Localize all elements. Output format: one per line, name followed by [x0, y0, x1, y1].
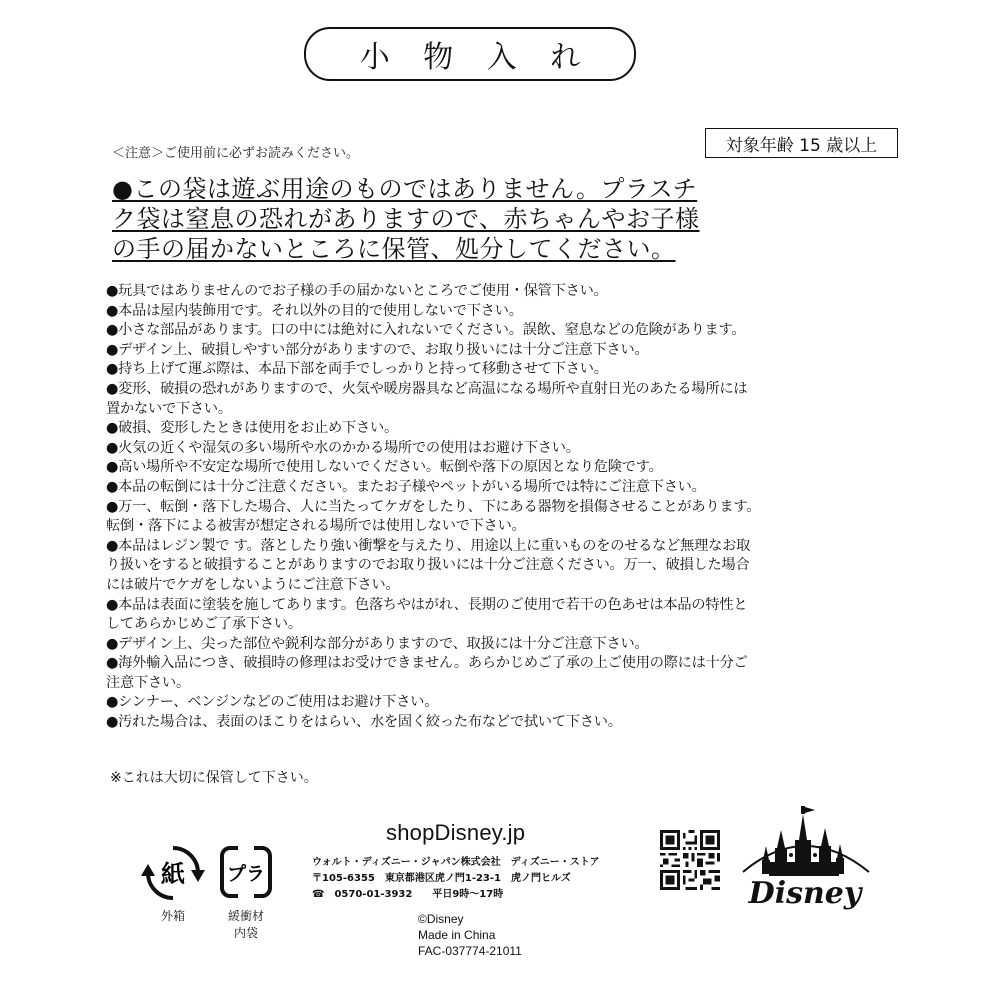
warning-line: ●この袋は遊ぶ用途のものではありません。プラスチ	[112, 175, 698, 203]
disney-wordmark: Disney	[748, 876, 862, 911]
caution-item: してあらかじめご了承下さい。	[106, 616, 302, 633]
recycle-paper-icon	[140, 842, 206, 904]
warning-line: の手の届かないところに保管、処分してください。	[112, 235, 676, 263]
recycle-plastic-label-1: 緩衝材	[227, 909, 264, 923]
caution-item: ●破損、変形したときは使用をお止め下さい。	[106, 420, 398, 437]
warning-line: ク袋は窒息の恐れがありますので、赤ちゃんやお子様	[112, 205, 700, 233]
product-info	[418, 911, 522, 959]
caution-item: ●小さな部品があります。口の中には絶対に入れないでください。誤飲、窒息などの危険があります。	[106, 322, 746, 339]
notice-text: ＜注意＞ご使用前に必ずお読みください。	[112, 146, 360, 161]
page-title: 小 物 入 れ	[359, 40, 593, 75]
company-info	[312, 855, 600, 903]
caution-item: ●本品の転倒には十分ご注意ください。またお子様やペットがいる場所では特にご注意下さい。	[106, 478, 706, 495]
recycle-plastic-icon	[214, 842, 278, 904]
qr-code	[660, 830, 720, 894]
caution-item: 置かないで下さい。	[106, 400, 232, 417]
recycle-paper-glyph: 紙	[161, 860, 185, 888]
footnote: ※これは大切に保管して下さい。	[110, 770, 318, 786]
caution-item: ●本品は屋内装飾用です。それ以外の目的で使用しないで下さい。	[106, 302, 523, 319]
disney-castle-logo	[735, 800, 875, 919]
copyright: ©Disney	[418, 912, 464, 926]
caution-item: ●デザイン上、尖った部位や鋭利な部分がありますので、取扱には十分ご注意下さい。	[106, 635, 649, 652]
caution-list	[106, 282, 846, 733]
shop-url: shopDisney.jp	[386, 820, 526, 845]
company-address: 〒105-6355 東京都港区虎ノ門1-23-1 虎ノ門ヒルズ	[312, 873, 571, 884]
caution-item: ●万一、転倒・落下した場合、人に当たってケガをしたり、下にある器物を損傷させることがあります。	[106, 498, 761, 515]
caution-item: ●高い場所や不安定な場所で使用しないでください。転倒や落下の原因となり危険です。	[106, 459, 663, 476]
caution-item: ●玩具ではありませんのでお子様の手の届かないところでご使用・保管下さい。	[106, 283, 608, 299]
recycle-plastic-mark	[214, 842, 278, 941]
caution-item: ●シンナー、ベンジンなどのご使用はお避け下さい。	[106, 694, 439, 711]
caution-item: ●デザイン上、破損しやすい部分がありますので、お取り扱いには十分ご注意下さい。	[106, 341, 649, 358]
age-label: 対象年齢 15 歳以上	[705, 128, 898, 158]
bag-warning	[112, 174, 752, 264]
caution-item: には破片でケガをしないようにご注意下さい。	[106, 576, 400, 593]
caution-item: ●火気の近くや湿気の多い場所や水のかかる場所での使用はお避け下さい。	[106, 439, 580, 456]
recycle-plastic-label-2: 内袋	[233, 926, 258, 940]
caution-item: ●海外輸入品につき、破損時の修理はお受けできません。あらかじめご了承の上ご使用の際には十分ご	[106, 655, 748, 672]
caution-item: ●本品は表面に塗装を施してあります。色落ちやはがれ、長期のご使用で若干の色あせは本品の特性と	[106, 596, 748, 613]
title-box	[304, 27, 636, 81]
product-code: FAC-037774-21011	[418, 944, 522, 958]
caution-item: ●汚れた場合は、表面のほこりをはらい、水を固く絞った布などで拭いて下さい。	[106, 714, 622, 731]
made-in: Made in China	[418, 928, 496, 942]
company-phone: ☎ 0570-01-3932 平日9時～17時	[312, 889, 504, 900]
caution-item: ●持ち上げて運ぶ際は、本品下部を両手でしっかりと持って移動させて下さい。	[106, 361, 608, 378]
caution-item: り扱いをすると破損することがありますのでお取り扱いには十分ご注意ください。万一、破損した場合	[106, 557, 750, 574]
recycle-paper-label: 外箱	[160, 909, 185, 923]
caution-item: ●変形、破損の恐れがありますので、火気や暖房器具など高温になる場所や直射日光のあたる場所には	[106, 380, 748, 397]
caution-item: 転倒・落下による被害が想定される場所では使用しないで下さい。	[106, 518, 526, 535]
caution-item: 注意下さい。	[106, 674, 190, 691]
recycle-plastic-glyph: プラ	[226, 863, 266, 885]
recycle-paper-mark	[140, 842, 206, 924]
caution-item: ●本品はレジン製で す。落としたり強い衝撃を与えたり、用途以上に重いものをのせるなど無理なお取	[106, 537, 751, 554]
company-name: ウォルト・ディズニー・ジャパン株式会社 ディズニー・ストア	[312, 857, 600, 868]
